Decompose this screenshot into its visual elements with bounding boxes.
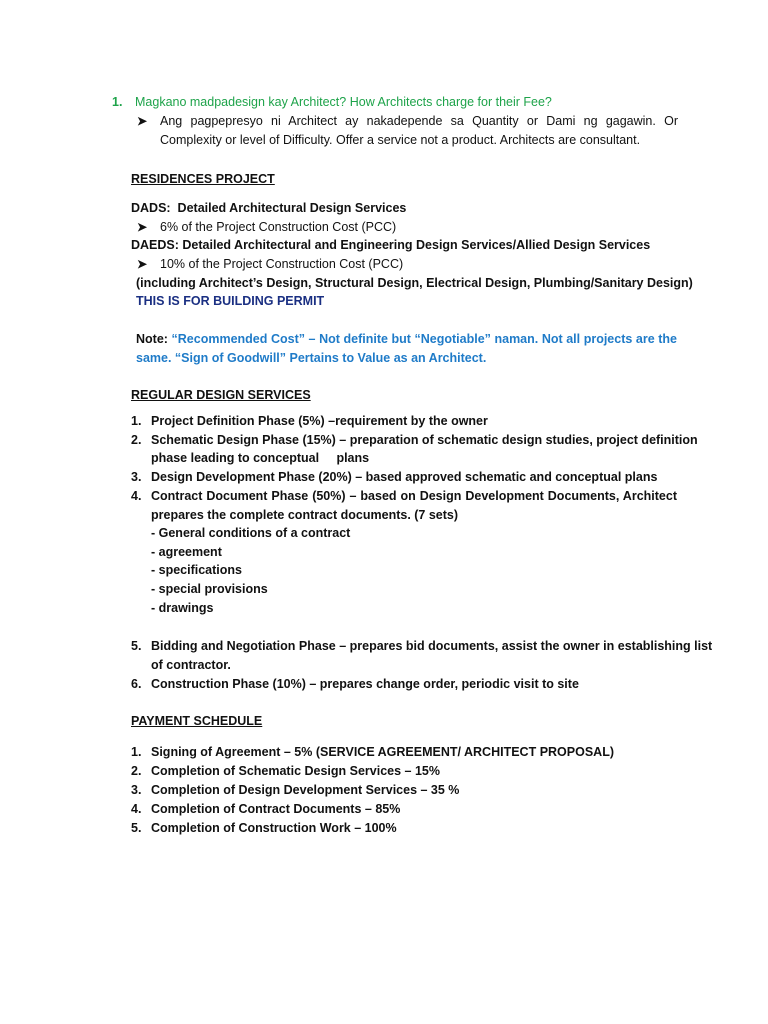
question-number: 1. — [112, 95, 123, 109]
daeds-label: DAEDS: — [131, 238, 179, 252]
list-number: 4. — [131, 802, 142, 816]
list-item: Project Definition Phase (5%) –requirement by the owner — [151, 414, 488, 428]
sub-item: - General conditions of a contract — [151, 526, 351, 540]
list-item: Bidding and Negotiation Phase – prepares bid documents, assist the owner in establishing list — [151, 639, 713, 653]
list-item-continued: of contractor. — [151, 658, 231, 672]
sub-item: - drawings — [151, 601, 214, 615]
list-item: Design Development Phase (20%) – based approved schematic and conceptual plans — [151, 470, 658, 484]
note-text: “Recommended Cost” – Not definite but “Negotiable” naman. Not all projects are the — [171, 332, 677, 346]
payment-item: Completion of Construction Work – 100% — [151, 821, 397, 835]
list-number: 6. — [131, 677, 142, 691]
list-item: Schematic Design Phase (15%) – preparation of schematic design studies, project definition — [151, 433, 698, 447]
list-number: 1. — [131, 414, 142, 428]
dads-text: Detailed Architectural Design Services — [177, 201, 407, 215]
note-line — [136, 330, 677, 348]
daeds-text: Detailed Architectural and Engineering Design Services/Allied Design Services — [182, 238, 651, 252]
list-number: 3. — [131, 783, 142, 797]
sub-item: - agreement — [151, 545, 222, 559]
list-item-continued: prepares the complete contract documents. (7 sets) — [151, 508, 459, 522]
section-heading-residences: RESIDENCES PROJECT — [131, 172, 275, 186]
dads-label: DADS: — [131, 201, 171, 215]
building-permit-note: THIS IS FOR BUILDING PERMIT — [136, 294, 325, 308]
list-number: 1. — [131, 745, 142, 759]
sub-item: - special provisions — [151, 582, 268, 596]
answer-line: Ang pagpepresyo ni Architect ay nakadepende sa Quantity or Dami ng gagawin. Or — [160, 114, 678, 128]
payment-item: Signing of Agreement – 5% (SERVICE AGREEMENT/ ARCHITECT PROPOSAL) — [151, 745, 615, 759]
payment-item: Completion of Design Development Services – 35 % — [151, 783, 460, 797]
answer-line: Complexity or level of Difficulty. Offer a service not a product. Architects are consultant. — [160, 133, 641, 147]
section-heading-regular: REGULAR DESIGN SERVICES — [131, 388, 311, 402]
arrow-bullet-icon: ➤ — [137, 257, 148, 271]
sub-item: - specifications — [151, 563, 242, 577]
question-heading: Magkano madpadesign kay Architect? How Architects charge for their Fee? — [135, 95, 552, 109]
list-item: Construction Phase (10%) – prepares change order, periodic visit to site — [151, 677, 579, 691]
dads-line — [131, 199, 406, 217]
section-heading-payment: PAYMENT SCHEDULE — [131, 714, 263, 728]
arrow-bullet-icon: ➤ — [137, 114, 148, 128]
list-number: 4. — [131, 489, 142, 503]
note-label: Note: — [136, 332, 168, 346]
list-number: 2. — [131, 764, 142, 778]
list-number: 2. — [131, 433, 142, 447]
list-number: 5. — [131, 821, 142, 835]
note-line-2: same. “Sign of Goodwill” Pertains to Value as an Architect. — [136, 351, 487, 365]
list-item: Contract Document Phase (50%) – based on Design Development Documents, Architect — [151, 489, 677, 503]
list-number: 5. — [131, 639, 142, 653]
including-note: (including Architect’s Design, Structural Design, Electrical Design, Plumbing/Sanitary Design) — [136, 276, 693, 290]
dads-fee: 6% of the Project Construction Cost (PCC) — [160, 220, 397, 234]
daeds-fee: 10% of the Project Construction Cost (PCC) — [160, 257, 404, 271]
payment-item: Completion of Schematic Design Services – 15% — [151, 764, 440, 778]
list-item-continued: phase leading to conceptual plans — [151, 451, 370, 465]
daeds-line — [131, 236, 650, 254]
arrow-bullet-icon: ➤ — [137, 220, 148, 234]
list-number: 3. — [131, 470, 142, 484]
payment-item: Completion of Contract Documents – 85% — [151, 802, 401, 816]
